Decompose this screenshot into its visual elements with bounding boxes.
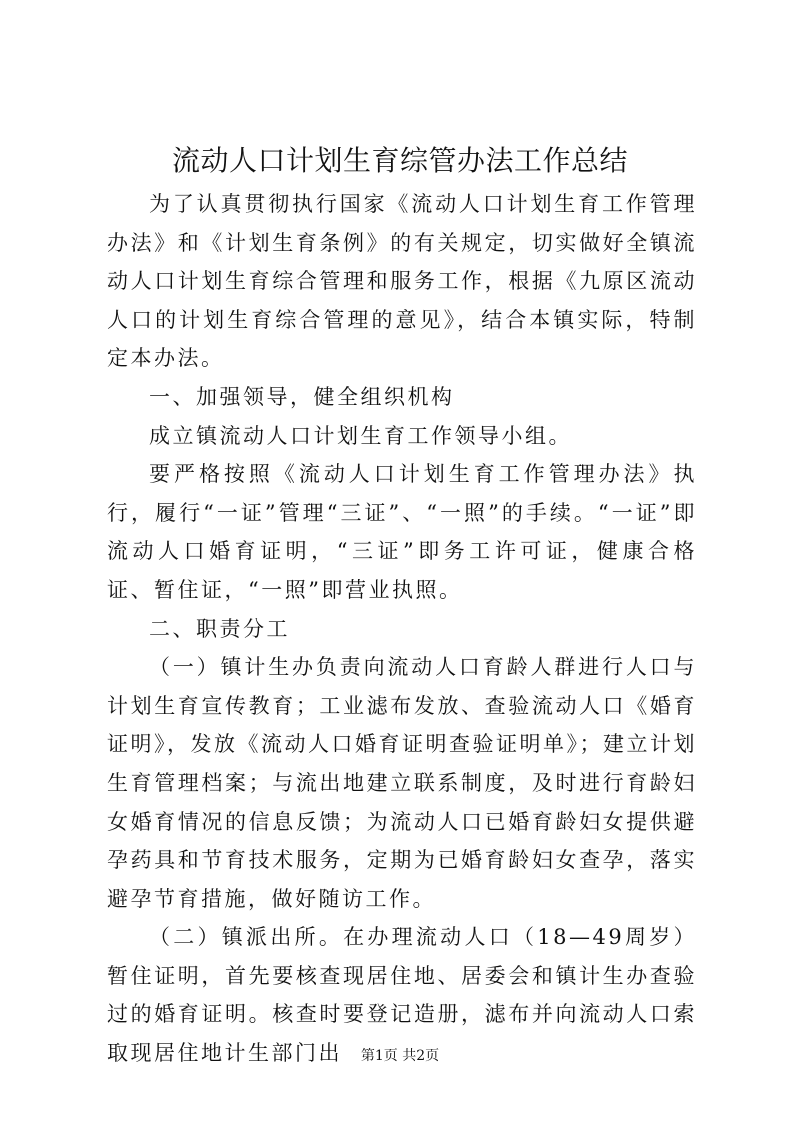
page-footer (0, 1046, 800, 1066)
paragraph-duty-family-planning-office: （一）镇计生办负责向流动人口育龄人群进行人口与计划生育宣传教育；工业滤布发放、查验流动人口《婚育证明》，发放《流动人口婚育证明查验证明单》；建立计划生育管理档案；与流出地建立联系制度，及时进行育龄妇女婚育情况的信息反馈；为流动人口已婚育龄妇女提供避孕药具和节育技术服务，定期为已婚育龄妇女查孕，落实避孕节育措施，做好随访工作。 (107, 655, 697, 911)
page-number: 第1页 共2页 (360, 1048, 440, 1064)
paragraph-duty-police-station: （二）镇派出所。在办理流动人口（18—49周岁）暂住证明，首先要核查现居住地、居委会和镇计生办查验过的婚育证明。核查时要登记造册，滤布并向流动人口索取现居住地计生部门出 (107, 925, 697, 1066)
document-title: 流动人口计划生育综管办法工作总结 (171, 144, 628, 177)
paragraph-intro: 为了认真贯彻执行国家《流动人口计划生育工作管理办法》和《计划生育条例》的有关规定，切实做好全镇流动人口计划生育综合管理和服务工作，根据《九原区流动人口的计划生育综合管理的意见》，结合本镇实际，特制定本办法。 (107, 192, 697, 371)
paragraph-leadership-group: 成立镇流动人口计划生育工作领导小组。 (149, 423, 572, 448)
section-heading-leadership: 一、加强领导，健全组织机构 (149, 384, 455, 409)
paragraph-certificates: 要严格按照《流动人口计划生育工作管理办法》执行，履行“一证”管理“三证”、“一照”的手续。“一证”即流动人口婚育证明，“三证”即务工许可证，健康合格证、暂住证，“一照”即营业执照。 (107, 462, 697, 602)
document-body (107, 185, 697, 1073)
section-heading-duties: 二、职责分工 (149, 616, 290, 641)
